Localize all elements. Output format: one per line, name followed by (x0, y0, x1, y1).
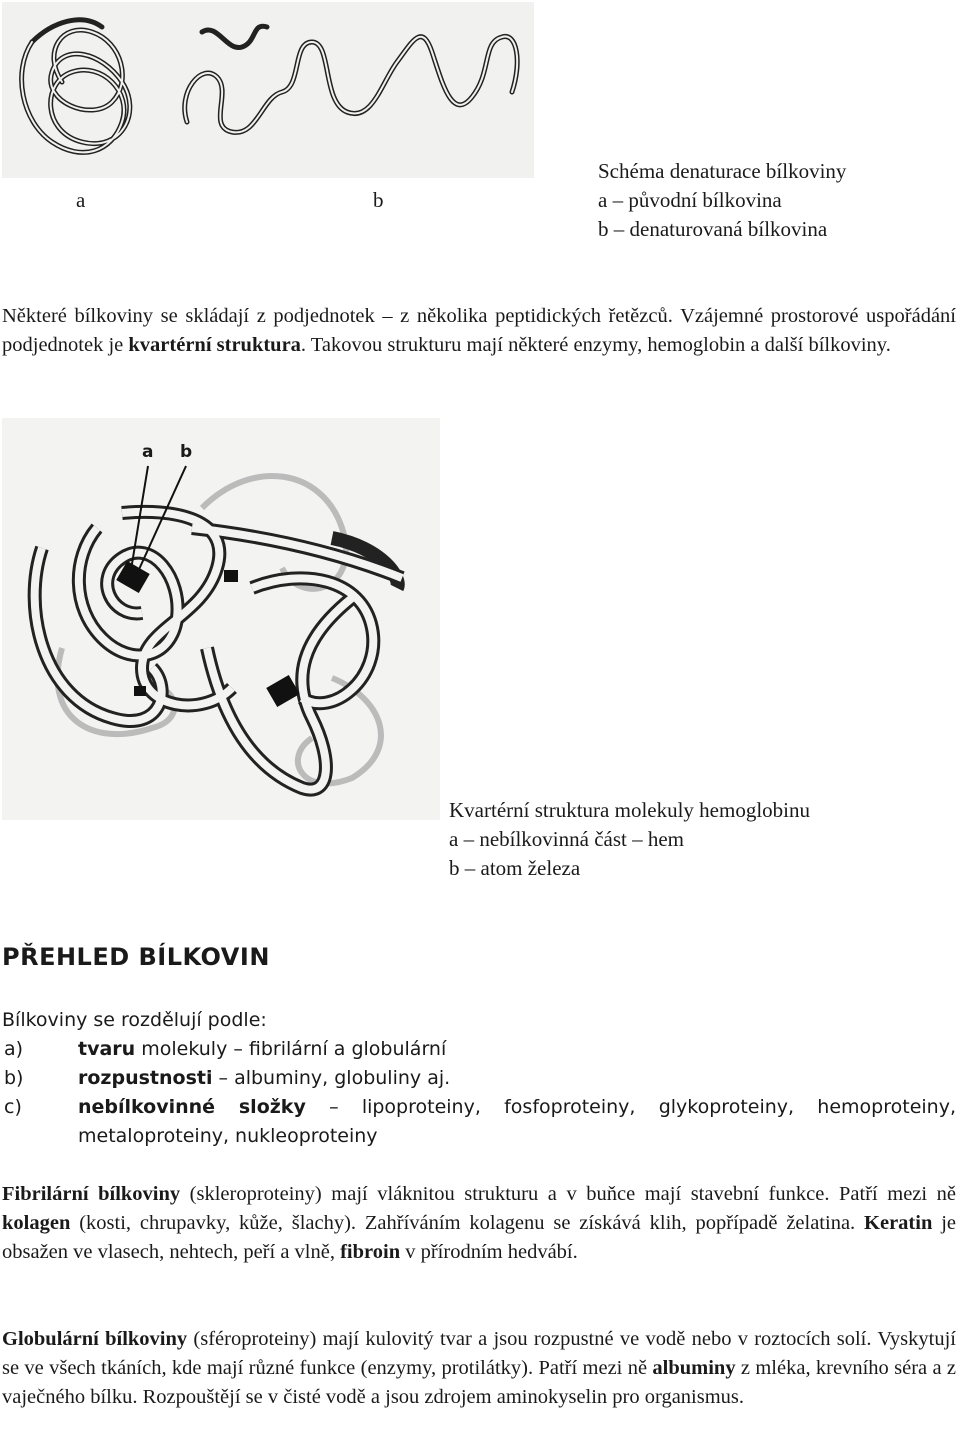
figure1-caption-b: b – denaturovaná bílkovina (598, 217, 828, 241)
list-marker: c) (4, 1096, 22, 1118)
figure1-label-b: b (373, 188, 384, 212)
list-term: rozpustnosti (78, 1067, 213, 1089)
paragraph-quaternary (2, 302, 956, 360)
paragraph-text: je obsažen ve vlasech, nehtech, peří a vlně, (2, 1212, 957, 1263)
paragraph-text: (skleroproteiny) mají vláknitou strukturu a v buňce mají stavební funkce. Patří mezi ně (180, 1183, 956, 1205)
denaturation-figure (2, 2, 534, 178)
paragraph-globular (2, 1325, 956, 1412)
term-fibroin: fibroin (340, 1241, 401, 1263)
term-albumins: albuminy (652, 1357, 736, 1379)
figure2-label-b: b (180, 442, 193, 462)
figure2-caption-a: a – nebílkovinná část – hem (449, 827, 685, 851)
figure1-caption-a: a – původní bílkovina (598, 188, 782, 212)
figure2-caption (449, 796, 810, 883)
list-term: nebílkovinné složky (78, 1096, 306, 1118)
list-desc: molekuly – fibrilární a globulární (135, 1038, 447, 1060)
paragraph-text: v přírodním hedvábí. (400, 1241, 578, 1263)
denaturation-drawing (2, 2, 534, 178)
list-item-text (78, 1093, 956, 1151)
classification-intro: Bílkoviny se rozdělují podle: (2, 1009, 267, 1031)
figure1-caption-title: Schéma denaturace bílkoviny (598, 159, 847, 183)
paragraph-text: (kosti, chrupavky, kůže, šlachy). Zahříváním kolagenu se získává klih, popřípadě želatina. (70, 1212, 865, 1234)
list-marker: b) (4, 1067, 24, 1089)
paragraph-fibrillar (2, 1180, 956, 1267)
paragraph-text: Některé bílkoviny se skládají z podjednotek – z několika peptidických řetězců. Vzájemné prostorové uspořádání podjednotek je (2, 305, 956, 356)
list-marker: a) (4, 1038, 24, 1060)
list-desc: – albuminy, globuliny aj. (212, 1067, 451, 1089)
figure1-caption (598, 157, 846, 244)
figure2-caption-title: Kvartérní struktura molekuly hemoglobinu (449, 798, 811, 822)
figure2-label-a: a (142, 442, 154, 462)
hemoglobin-drawing (2, 418, 440, 820)
term-quaternary-structure: kvartérní struktura (128, 334, 301, 356)
paragraph-text: . Takovou strukturu mají některé enzymy, hemoglobin a další bílkoviny. (300, 334, 891, 356)
hemoglobin-figure (2, 418, 440, 820)
term-collagen: kolagen (2, 1212, 71, 1234)
list-desc: – lipoproteiny, fosfoproteiny, glykoproteiny, hemoproteiny, metaloproteiny, nukleoproteiny (78, 1096, 956, 1147)
term-keratin: Keratin (864, 1212, 933, 1234)
list-item-text (78, 1064, 956, 1093)
figure2-caption-b: b – atom železa (449, 856, 581, 880)
list-item-text (78, 1035, 956, 1064)
paragraph-text: z mléka, krevního séra a z vaječného bílku. Rozpouštějí se v čisté vodě a jsou zdrojem aminokyselin pro organismus. (2, 1357, 956, 1408)
section-heading: PŘEHLED BÍLKOVIN (2, 943, 270, 971)
list-term: tvaru (78, 1038, 136, 1060)
term-fibrillar: Fibrilární bílkoviny (2, 1183, 181, 1205)
term-globular: Globulární bílkoviny (2, 1328, 188, 1350)
figure1-label-a: a (76, 188, 86, 212)
paragraph-text: (sféroproteiny) mají kulovitý tvar a jsou rozpustné ve vodě nebo v roztocích solí. Vyskytují se ve všech tkáních, kde mají různé funkce (enzymy, protilátky). Patří mezi ně (2, 1328, 956, 1379)
